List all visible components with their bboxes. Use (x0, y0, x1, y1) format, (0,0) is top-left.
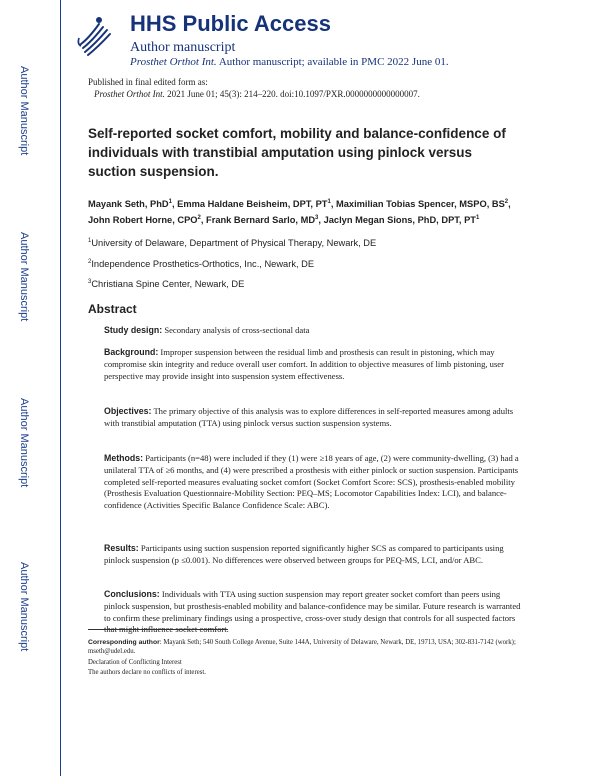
publication-info (88, 76, 420, 100)
abstract-heading: Abstract (88, 302, 137, 316)
sidebar-label: Author Manuscript (18, 562, 30, 652)
citation-text: 2021 June 01; 45(3): 214–220. doi:10.1097/PXR.0000000000000007. (164, 89, 420, 99)
footnote-divider (88, 629, 228, 630)
author: John Robert Horne, CPO$^2$, (88, 214, 207, 225)
author: Mayank Seth, PhD$^1$, (88, 199, 178, 210)
abstract-background: Background: Improper suspension between the residual limb and prosthesis can result in pistoning, which may compromise skin integrity and reduce overall user comfort. In addition to objective measures of limb pistoning, user perspective may provide insight into suspension system effectiveness. (104, 347, 504, 381)
sidebar-label: Author Manuscript (18, 398, 30, 488)
corresponding-author: Corresponding author: Mayank Seth; 540 South College Avenue, Suite 144A, University of Delaware, Newark, DE, 19713, USA; 302-831-7142 (work); mseth@udel.edu. (88, 639, 516, 656)
author: Emma Haldane Beisheim, DPT, $PT^1$, (177, 199, 336, 210)
author: Frank Bernard Sarlo, $MD^3$, (206, 214, 324, 225)
conflict-declaration: Declaration of Conflicting Interest (88, 659, 182, 666)
author-manuscript-sidebar (0, 0, 61, 776)
conflict-statement: The authors declare no conflicts of interest. (88, 669, 206, 676)
author: Maximilian Tobias Spencer, MSPO, $BS^2$, (336, 199, 511, 210)
abstract-methods: Methods: Participants (n=48) were included if they (1) were ≥18 years of age, (2) were community-dwelling, (3) had a unilateral TTA of ≥6 months, and (4) were prescribed a prosthesis with either pinlock or suction suspension. Participants completed self-reported measures evaluating socket comfort (Socket Comfort Score: SCS), prosthesis-enabled mobility (Prosthesis Evaluation Questionnaire-Mobility Section: PEQ–MS; Locomotor Capabilities Index: LCI), and balance-confidence (Activities Specific Balance Confidence Scale: ABC). (104, 453, 519, 511)
journal-abbrev: Prosthet Orthot Int. (130, 56, 217, 68)
citation-line (88, 88, 420, 100)
abstract-objectives: Objectives: The primary objective of this analysis was to explore differences in self-reported measures among adults with transtibial amputation (TTA) using pinlock versus suction suspension systems. (104, 406, 514, 428)
affiliation: $^1$University of Delaware, Department of Physical Therapy, Newark, DE (88, 238, 377, 249)
citation-journal: Prosthet Orthot Int. (94, 89, 165, 99)
abstract-study-design: Study design: Secondary analysis of cross-sectional data (104, 325, 310, 335)
author-manuscript-label: Author manuscript (130, 40, 236, 55)
abstract-conclusions: Conclusions: Individuals with TTA using suction suspension may report greater socket comfort than peers using pinlock suspension, but prosthesis-enabled mobility and balance-confidence may be similar. Future research is warranted to confirm these preliminary findings using a prospective, cross-over study design that controls for all suspected factors that might influence socket comfort. (104, 589, 521, 635)
published-line: Published in final edited form as: (88, 77, 208, 87)
sidebar-label: Author Manuscript (18, 232, 30, 322)
author-list (88, 196, 524, 227)
sidebar-label: Author Manuscript (18, 66, 30, 156)
abstract-results: Results: Participants using suction suspension reported significantly higher SCS as compared to participants using pinlock suspension (p ≤0.001). No differences were observed between groups for PEQ-MS, LCI, and/or ABC. (104, 543, 504, 565)
hhs-title: HHS Public Access (130, 11, 331, 36)
author: Jaclyn Megan Sions, PhD, DPT, $PT^1$ (323, 214, 480, 225)
journal-availability (130, 56, 449, 68)
availability-text: Author manuscript; available in PMC 2022 June 01. (216, 56, 449, 68)
hhs-eagle-logo-icon (75, 14, 113, 58)
article-title: Self-reported socket comfort, mobility and balance-confidence of individuals with transtibial amputation using pinlock versus suction suspension. (88, 126, 506, 179)
affiliation: $^2$Independence Prosthetics-Orthotics, Inc., Newark, DE (88, 259, 315, 270)
affiliation: $^3$Christiana Spine Center, Newark, DE (88, 279, 245, 290)
